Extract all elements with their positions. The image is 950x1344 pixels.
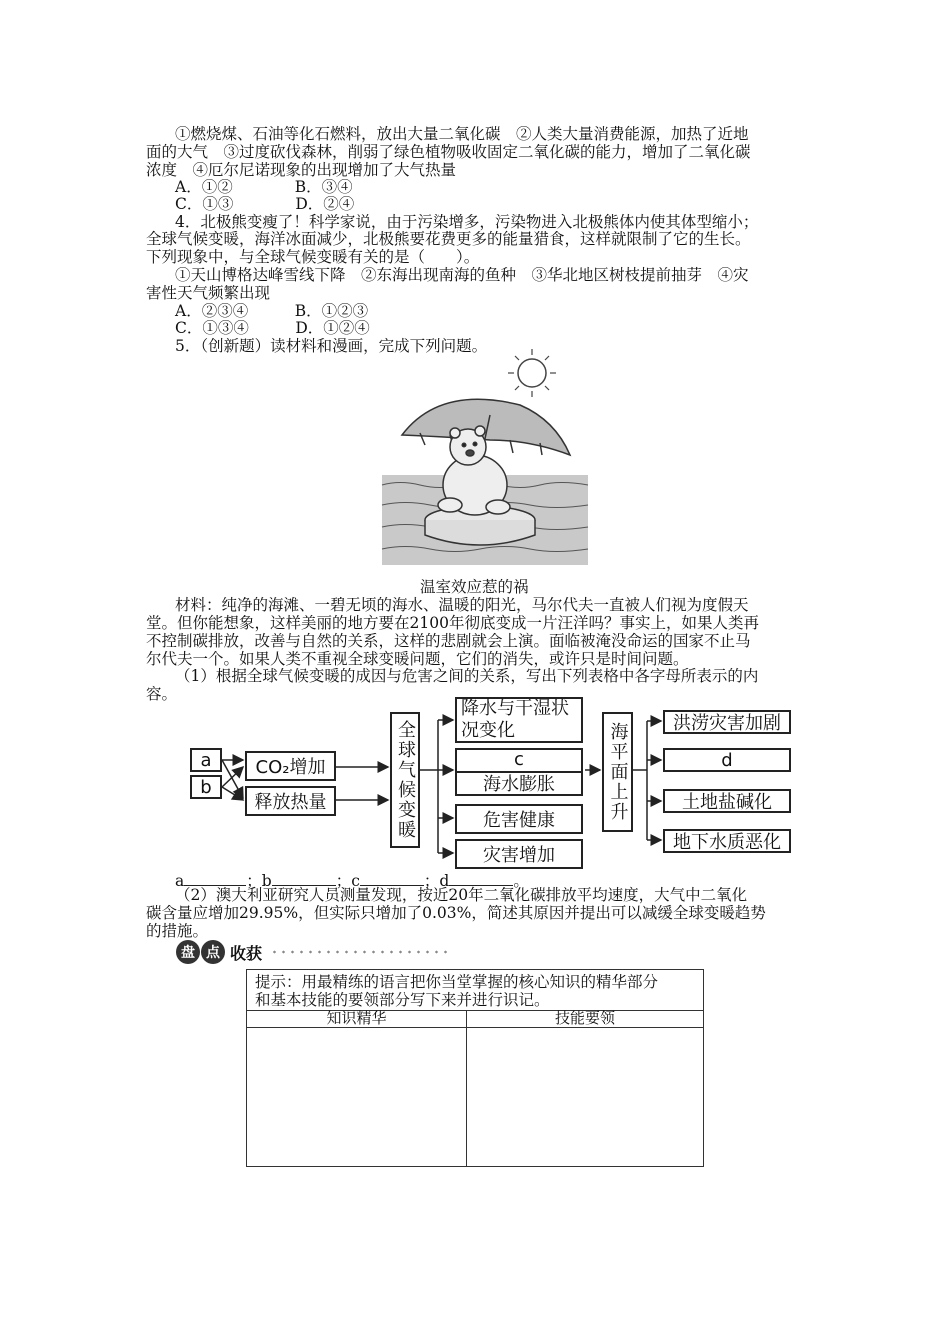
q4-text-line3: 下列现象中，与全球气候变暖有关的是（ ）。 bbox=[146, 248, 480, 266]
dotted-divider bbox=[270, 950, 450, 954]
answer-d-field[interactable] bbox=[449, 871, 513, 886]
q4-text-line1: 4．北极熊变瘦了！科学家说，由于污染增多，污染物进入北极熊体内使其体型缩小； bbox=[175, 213, 759, 231]
sep: ； bbox=[246, 872, 262, 890]
material-line2: 堂。但你能想象，这样美丽的地方要在2100年彻底变成一片汪洋吗？事实上，如果人类再 bbox=[146, 614, 759, 632]
summary-hint bbox=[255, 973, 695, 1009]
material-line3: 不控制碳排放，改善与自然的关系，这样的悲剧就会上演。面临被淹没命运的国家不止马 bbox=[146, 632, 751, 650]
answer-c-field[interactable] bbox=[360, 871, 424, 886]
answer-d-label: d bbox=[439, 872, 450, 890]
cartoon-caption: 温室效应惹的祸 bbox=[420, 578, 529, 596]
box-d: d bbox=[663, 748, 791, 772]
sub-question-1-line2: 容。 bbox=[146, 685, 178, 703]
summary-table bbox=[246, 969, 704, 1167]
knowledge-cell[interactable] bbox=[247, 1028, 466, 1166]
q3-text-line3: 浓度 ④厄尔尼诺现象的出现增加了大气热量 bbox=[146, 161, 457, 179]
box-c-expansion bbox=[455, 748, 583, 796]
summary-title: 收获 bbox=[230, 943, 263, 963]
badge-dian: 点 bbox=[201, 940, 225, 964]
sep: ； bbox=[335, 872, 352, 890]
answer-c-label: c bbox=[351, 872, 360, 890]
q5-intro: 5．（创新题）读材料和漫画，完成下列问题。 bbox=[175, 337, 488, 355]
material-line4: 尔代夫一个。如果人类不重视全球变暖问题，它们的消失，或许只是时间问题。 bbox=[146, 650, 689, 668]
q4-text-line4: ①天山博格达峰雪线下降 ②东海出现南海的鱼种 ③华北地区树枝提前抽芽 ④灾 bbox=[175, 266, 749, 284]
answer-b-label: b bbox=[261, 872, 272, 890]
box-salinization: 土地盐碱化 bbox=[663, 789, 791, 813]
summary-banner bbox=[176, 940, 450, 964]
sub-question-2-line2: 碳含量应增加29.95%，但实际只增加了0.03%，简述其原因并提出可以减缓全球变暖趋势 bbox=[146, 904, 766, 922]
q4-text-line2: 全球气候变暖，海洋冰面减少，北极熊要花费更多的能量猎食，这样就限制了它的生长。 bbox=[146, 230, 751, 248]
col-header-skills: 技能要领 bbox=[554, 1009, 615, 1027]
answer-a-label: a bbox=[175, 872, 185, 890]
box-flood-disaster: 洪涝灾害加剧 bbox=[663, 710, 791, 734]
q4-options-cd: C．①③④ D．①②④ bbox=[175, 319, 370, 337]
sub-question-2-line3: 的措施。 bbox=[146, 922, 209, 940]
summary-hint-line2: 和基本技能的要领部分写下来并进行识记。 bbox=[255, 991, 550, 1009]
sub-question-1-line1: （1）根据全球气候变暖的成因与危害之间的关系，写出下列表格中各字母所表示的内 bbox=[175, 667, 759, 685]
box-release-heat: 释放热量 bbox=[245, 786, 336, 816]
box-health-hazard: 危害健康 bbox=[455, 804, 583, 834]
sep: ； bbox=[423, 872, 440, 890]
q4-text-line5: 害性天气频繁出现 bbox=[146, 284, 271, 302]
box-b: b bbox=[190, 775, 222, 799]
end: 。 bbox=[513, 872, 529, 890]
q3-text-line2: 面的大气 ③过度砍伐森林，削弱了绿色植物吸收固定二氧化碳的能力，增加了二氧化碳 bbox=[146, 143, 751, 161]
q4-options-ab: A．②③④ B．①②③ bbox=[175, 302, 369, 320]
q3-options-ab: A．①② B．③④ bbox=[175, 178, 353, 196]
box-disaster-increase: 灾害增加 bbox=[455, 839, 583, 869]
box-co2-increase: CO₂增加 bbox=[245, 751, 336, 781]
box-sea-level-rise: 海平面上升 bbox=[602, 712, 633, 832]
q3-text-line1: ①燃烧煤、石油等化石燃料，放出大量二氧化碳 ②人类大量消费能源，加热了近地 bbox=[175, 125, 749, 143]
box-c-label: c bbox=[457, 748, 581, 773]
box-groundwater: 地下水质恶化 bbox=[663, 829, 791, 853]
q3-options-cd: C．①③ D．②④ bbox=[175, 195, 355, 213]
box-a: a bbox=[190, 748, 222, 772]
sub-question-2-line1: （2）澳大利亚研究人员测量发现，按近20年二氧化碳排放平均速度，大气中二氧化 bbox=[175, 886, 748, 904]
box-precipitation-change: 降水与干湿状况变化 bbox=[455, 697, 583, 743]
material-line1: 材料：纯净的海滩、一碧无顷的海水、温暖的阳光，马尔代夫一直被人们视为度假天 bbox=[175, 596, 749, 614]
box-expansion-label: 海水膨胀 bbox=[483, 774, 555, 795]
box-global-warming: 全球气候变暖 bbox=[390, 712, 420, 848]
answer-b-field[interactable] bbox=[272, 871, 336, 886]
skills-cell[interactable] bbox=[467, 1028, 703, 1166]
col-header-knowledge: 知识精华 bbox=[326, 1009, 387, 1027]
summary-hint-line1: 提示：用最精练的语言把你当堂掌握的核心知识的精华部分 bbox=[255, 973, 659, 991]
badge-pan: 盘 bbox=[176, 940, 200, 964]
answer-a-field[interactable] bbox=[184, 871, 246, 886]
